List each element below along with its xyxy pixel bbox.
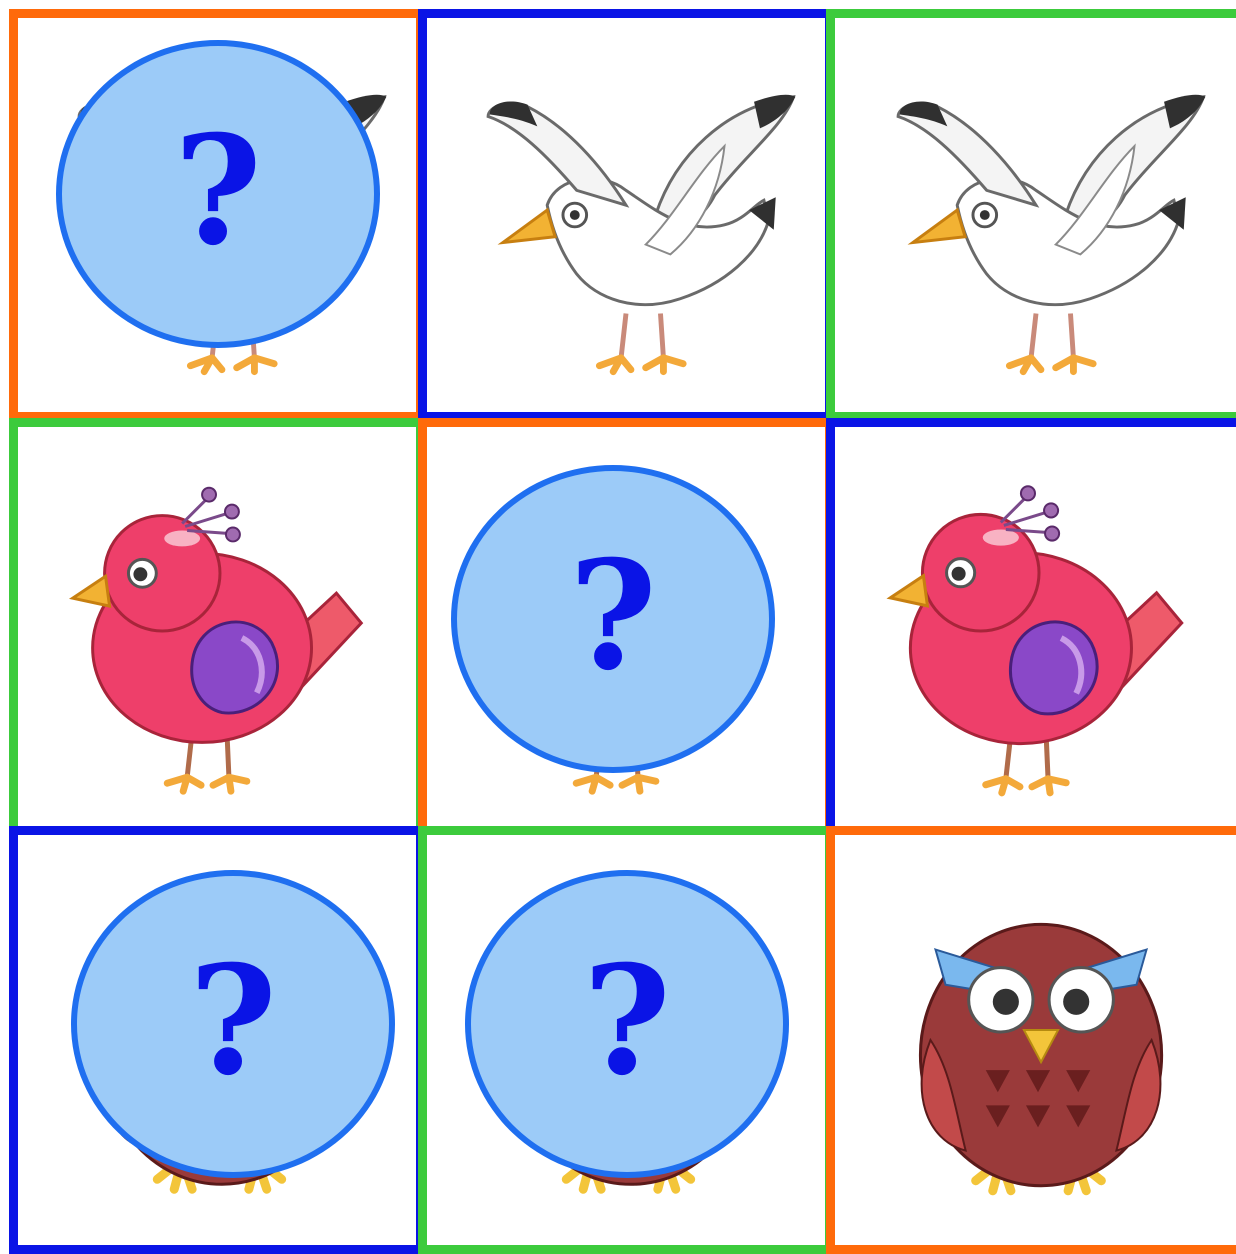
card-r3-c2[interactable] xyxy=(418,826,834,1254)
question-mark-icon: ? xyxy=(569,528,657,704)
question-mark-icon: ? xyxy=(174,103,262,279)
hidden-card-cover[interactable] xyxy=(71,870,395,1178)
card-r3-c3[interactable] xyxy=(826,826,1236,1254)
hidden-card-cover[interactable] xyxy=(465,870,789,1178)
card-r2-c2[interactable] xyxy=(418,418,834,838)
card-r1-c2[interactable] xyxy=(418,9,834,421)
owl-picture xyxy=(835,835,1236,1245)
card-r3-c1[interactable] xyxy=(9,826,425,1254)
hidden-card-cover[interactable] xyxy=(56,40,380,348)
hidden-card-cover[interactable] xyxy=(451,465,775,773)
question-mark-icon: ? xyxy=(189,933,277,1109)
question-mark-icon: ? xyxy=(583,933,671,1109)
seagull-picture xyxy=(835,18,1236,412)
card-r2-c3[interactable] xyxy=(826,418,1236,838)
seagull-picture xyxy=(427,18,825,412)
card-r1-c1[interactable] xyxy=(9,9,425,421)
card-r1-c3[interactable] xyxy=(826,9,1236,421)
card-r2-c1[interactable] xyxy=(9,418,425,838)
pink-bird-picture xyxy=(835,427,1236,829)
pink-bird-picture xyxy=(18,427,416,829)
